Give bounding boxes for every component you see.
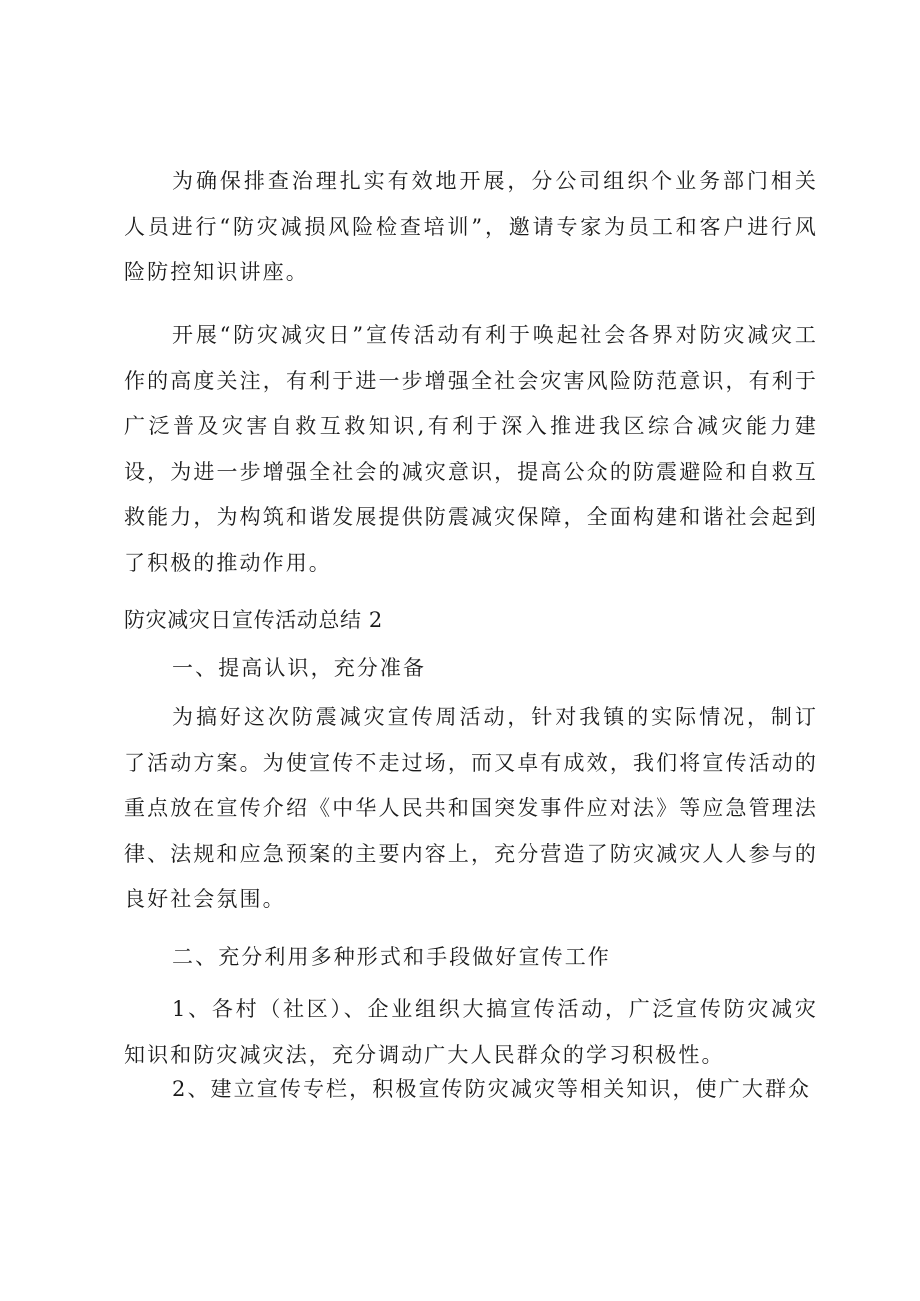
part1-heading: 一、提高认识，充分准备 [172, 656, 427, 680]
part1-paragraph: 为搞好这次防震减灾宣传周活动，针对我镇的实际情况，制订了活动方案。为使宣传不走过场，而又卓有成效，我们将宣传活动的重点放在宣传介绍《中华人民共和国突发事件应对法》等应急管理法律、法规和应急预案的主要内容上，充分营造了防灾减灾人人参与的良好社会氛围。 [124, 705, 818, 911]
list-item-2: 2、建立宣传专栏，积极宣传防灾减灾等相关知识，使广大群众 [172, 1077, 812, 1101]
section-title: 防灾减灾日宣传活动总结 2 [124, 608, 383, 632]
intro-paragraph-disaster-day: 开展“防灾减灾日”宣传活动有利于唤起社会各界对防灾减灾工作的高度关注，有利于进一步增强全社会灾害风险防范意识，有利于广泛普及灾害自救互救知识,有利于深入推进我区综合减灾能力建设，为进一步增强全社会的减灾意识，提高公众的防震避险和自救互救能力，为构筑和谐发展提供防震减灾保障，全面构建和谐社会起到了积极的推动作用。 [124, 323, 818, 575]
intro-paragraph-training: 为确保排查治理扎实有效地开展，分公司组织个业务部门相关人员进行“防灾减损风险检查培训”，邀请专家为员工和客户进行风险防控知识讲座。 [124, 169, 818, 284]
list-item-1: 1、各村（社区）、企业组织大搞宣传活动，广泛宣传防灾减灾知识和防灾减灾法，充分调动广大人民群众的学习积极性。 [124, 997, 818, 1067]
part2-heading: 二、充分利用多种形式和手段做好宣传工作 [172, 945, 611, 969]
